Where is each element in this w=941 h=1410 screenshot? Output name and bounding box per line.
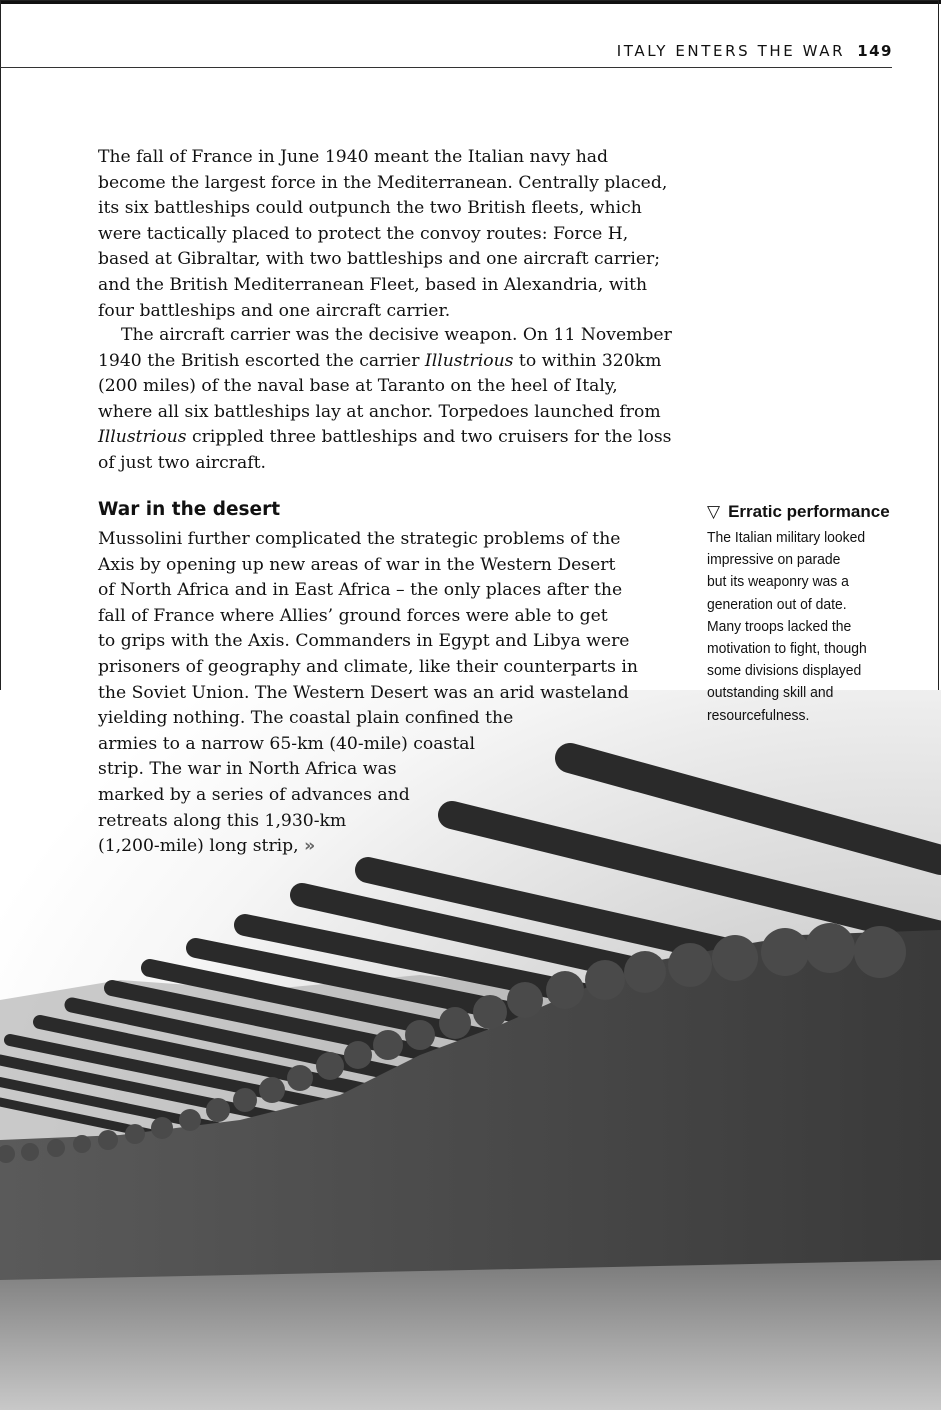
page-number: 149	[857, 42, 893, 60]
text-line: Axis by opening up new areas of war in the Western Desert	[98, 554, 616, 575]
continue-arrow-icon: »	[304, 836, 316, 857]
caption-line: resourcefulness.	[707, 706, 810, 724]
text-run: to within 320km	[513, 350, 662, 371]
text-line	[98, 834, 698, 860]
text-line: The aircraft carrier was the decisive weapon. On 11 November	[121, 325, 672, 345]
text-run: crippled three battleships and two cruisers for the loss	[186, 427, 672, 448]
text-line: prisoners of geography and climate, like their counterparts in	[98, 656, 638, 677]
text-line: The fall of France in June 1940 meant the Italian navy had	[98, 147, 609, 167]
text-line	[98, 349, 698, 375]
text-line: were tactically placed to protect the convoy routes: Force H,	[98, 223, 629, 244]
text-line: the Soviet Union. The Western Desert was an arid wasteland	[98, 682, 629, 703]
text-line: yielding nothing. The coastal plain confined the	[98, 708, 514, 729]
top-border	[0, 0, 941, 4]
section-heading: War in the desert	[98, 499, 281, 520]
caption-line: generation out of date.	[707, 595, 847, 613]
caption-title-text: Erratic performance	[728, 502, 890, 521]
text-line: become the largest force in the Mediterranean. Centrally placed,	[98, 172, 668, 193]
header-rule	[0, 67, 892, 68]
text-line: where all six battleships lay at anchor. Torpedoes launched from	[98, 401, 661, 422]
text-line: of North Africa and in East Africa – the only places after the	[98, 580, 623, 601]
text-line: based at Gibraltar, with two battleships and one aircraft carrier;	[98, 249, 660, 270]
text-line: and the British Mediterranean Fleet, based in Alexandria, with	[98, 274, 648, 295]
triangle-down-icon: ▽	[707, 502, 721, 521]
text-line: marked by a series of advances and	[98, 784, 410, 805]
caption-line: motivation to fight, though	[707, 640, 867, 658]
text-line: fall of France where Allies’ ground forces were able to get	[98, 605, 608, 626]
caption-line: The Italian military looked	[707, 529, 866, 546]
text-line: of just two aircraft.	[98, 452, 266, 473]
caption-line: impressive on parade	[707, 551, 841, 569]
text-line: its six battleships could outpunch the two British fleets, which	[98, 198, 642, 219]
text-line: four battleships and one aircraft carrier.	[98, 300, 451, 321]
caption-line: Many troops lacked the	[707, 617, 852, 635]
ship-name: Illustrious	[98, 427, 187, 448]
intro-paragraph-1	[98, 145, 698, 324]
running-head	[617, 42, 893, 60]
text-line	[98, 425, 698, 451]
text-line: Mussolini further complicated the strategic problems of the	[98, 529, 621, 549]
text-line: retreats along this 1,930-km	[98, 810, 347, 831]
text-line: armies to a narrow 65-km (40-mile) coastal	[98, 733, 475, 754]
caption-line: outstanding skill and	[707, 684, 834, 702]
caption-line: some divisions displayed	[707, 662, 862, 680]
caption-text	[707, 527, 921, 727]
text-line: (200 miles) of the naval base at Taranto on the heel of Italy,	[98, 376, 618, 397]
text-line: to grips with the Axis. Commanders in Egypt and Libya were	[98, 631, 630, 652]
chapter-title: ITALY ENTERS THE WAR	[616, 42, 846, 60]
text-run: 1940 the British escorted the carrier	[98, 350, 425, 371]
text-run: (1,200-mile) long strip,	[98, 836, 299, 857]
caption-line: but its weaponry was a	[707, 573, 849, 591]
text-line: strip. The war in North Africa was	[98, 759, 397, 780]
caption-title	[707, 502, 890, 522]
intro-paragraph-2	[98, 323, 698, 477]
section-paragraph	[98, 527, 698, 860]
ship-name: Illustrious	[424, 350, 514, 371]
